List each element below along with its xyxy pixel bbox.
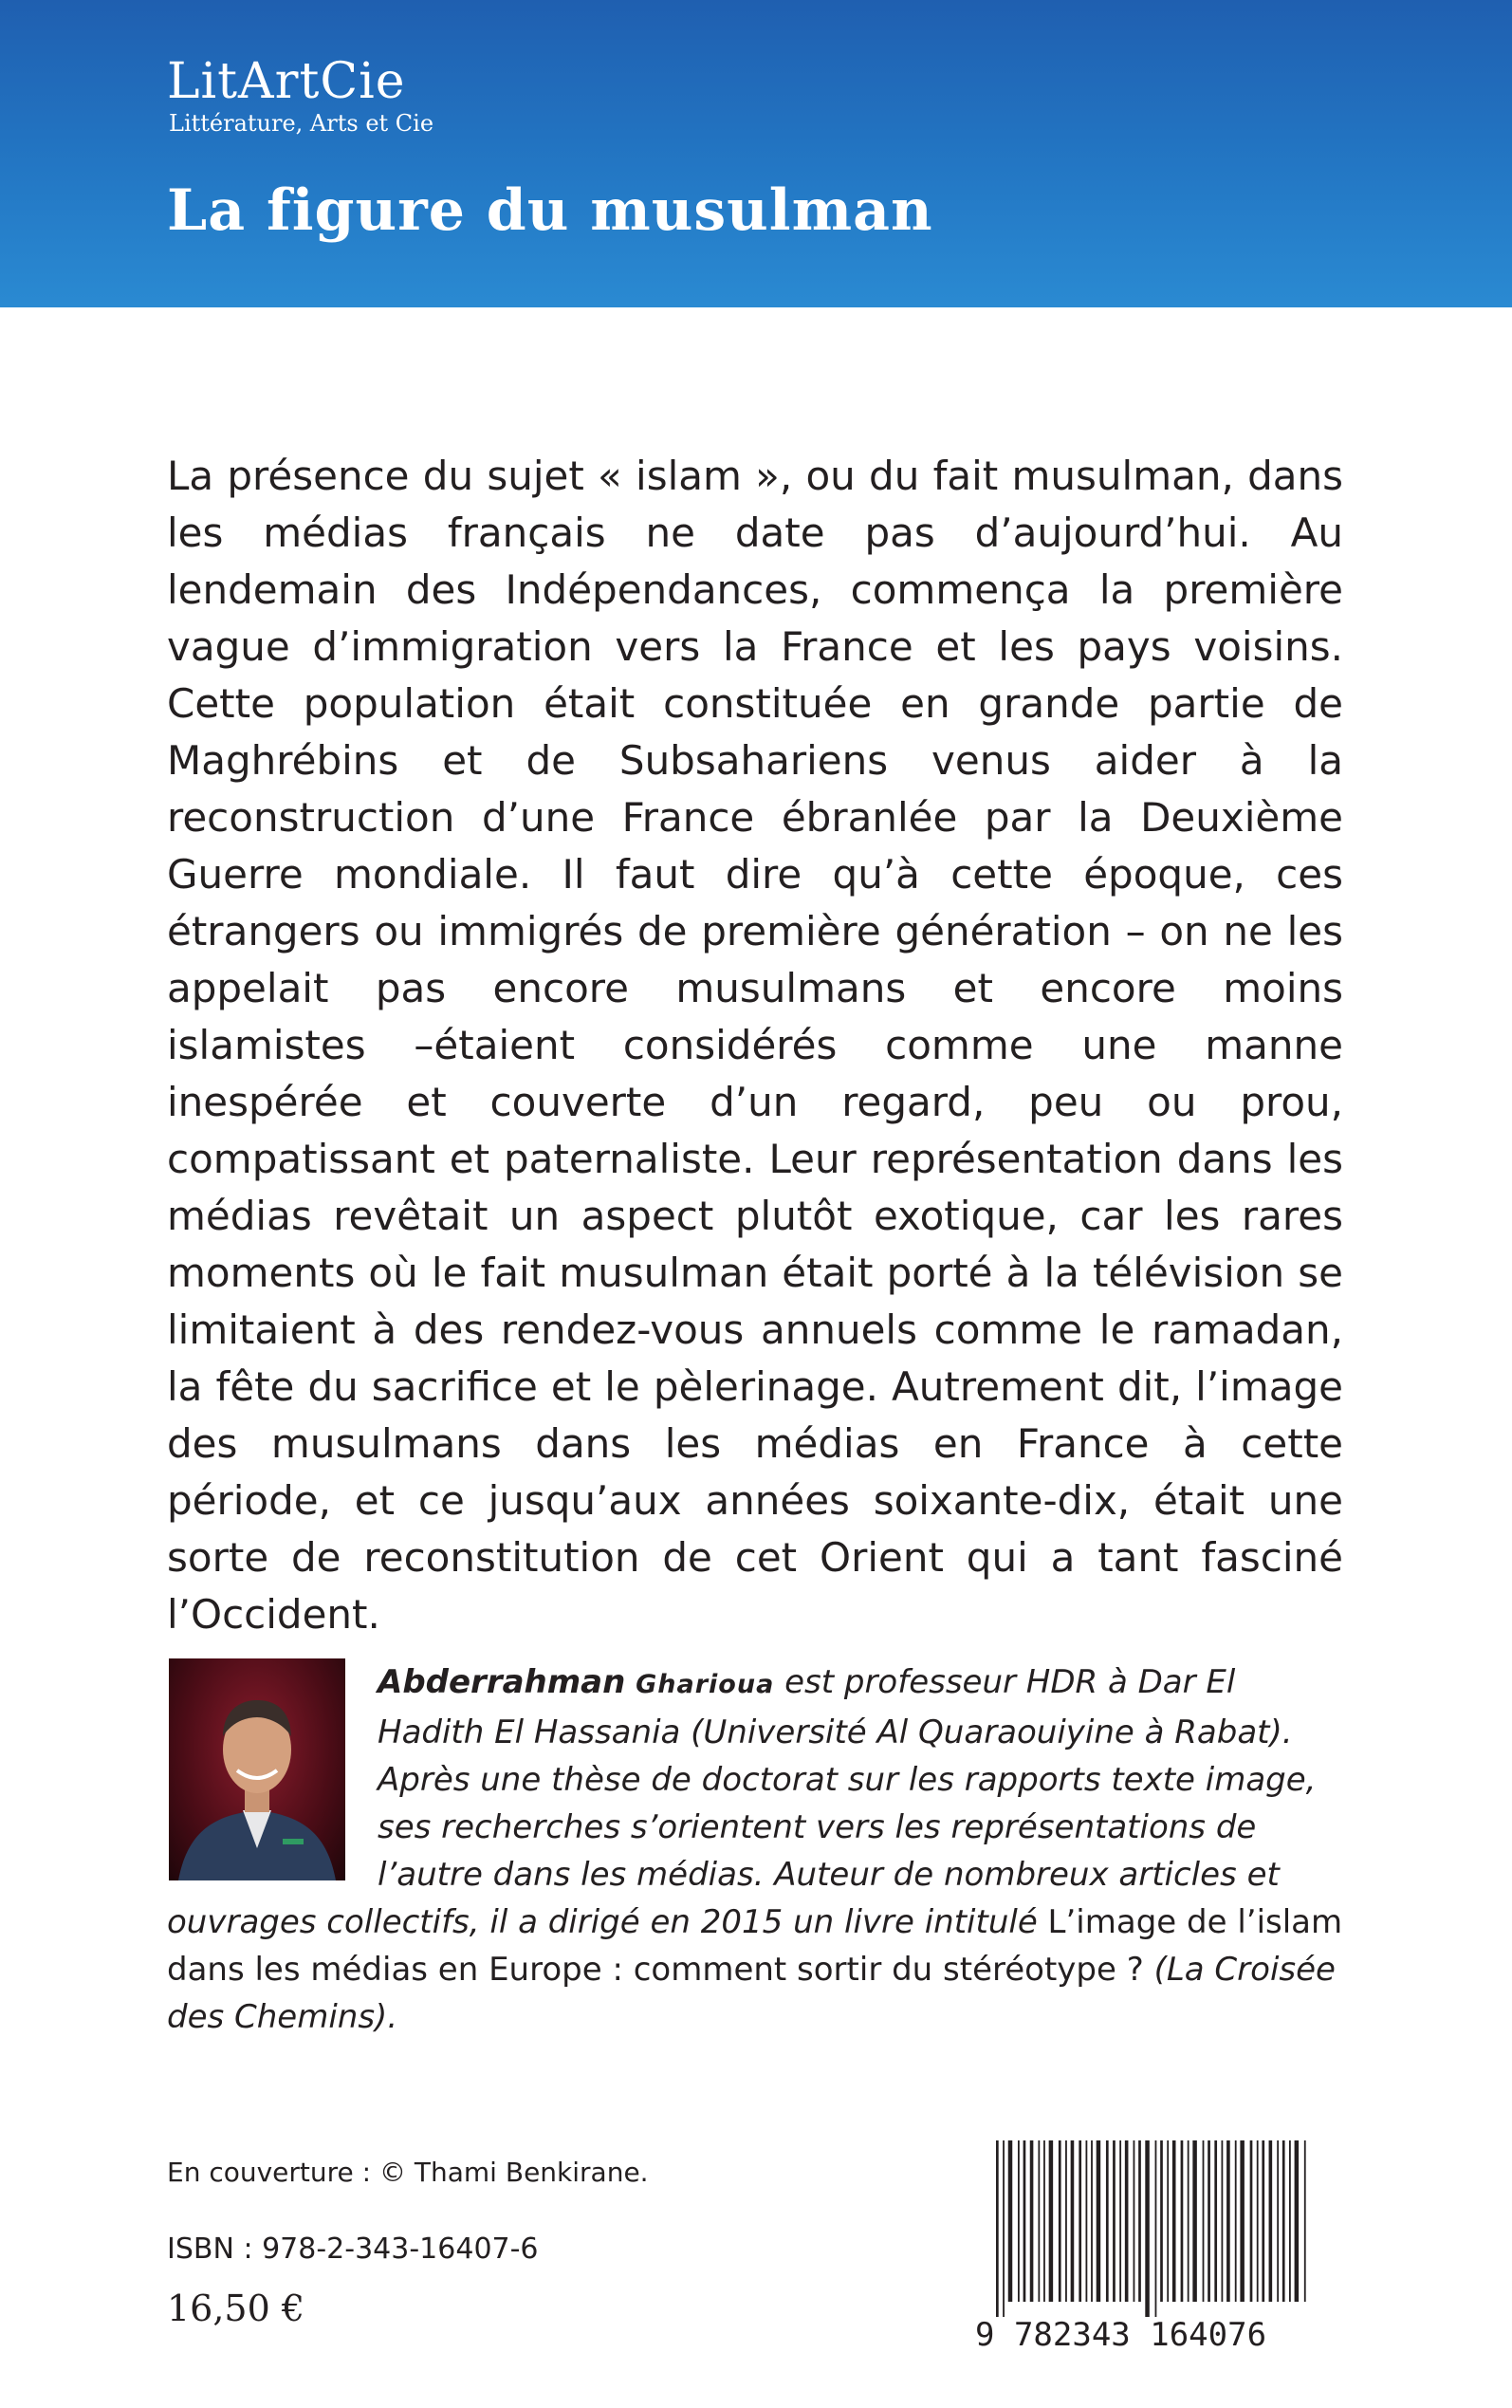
cited-book-title: L’image de l’islam dans les médias en Europe : comment sortir du stéréotype ? bbox=[167, 1903, 1343, 1989]
photo-spacer bbox=[167, 1658, 378, 1896]
isbn: ISBN : 978-2-343-16407-6 bbox=[167, 2232, 539, 2266]
barcode-digits: 9 782343 164076 bbox=[975, 2316, 1267, 2353]
author-first-name: Abderrahman bbox=[378, 1663, 626, 1701]
cover-credit: En couverture : © Thami Benkirane. bbox=[167, 2157, 649, 2188]
publisher-subtitle: Littérature, Arts et Cie bbox=[169, 110, 434, 137]
bio-part-1: est professeur HDR à Dar El Hadith El Hassania (Université Al Quaraouiyine à Rabat). Après une thèse de doctorat sur les rapports texte image, ses recherches s’orientent vers les représentations de l’autre dans les médias. Auteur de nombreux articles et ouvrages collectifs, il a dirigé en 2015 un livre intitulé bbox=[167, 1663, 1317, 1941]
header-band bbox=[0, 0, 1512, 307]
author-last-name: Gharioua bbox=[636, 1670, 775, 1699]
barcode bbox=[968, 2135, 1328, 2353]
price: 16,50 € bbox=[167, 2288, 305, 2329]
barcode-icon bbox=[968, 2135, 1328, 2353]
summary-text: La présence du sujet « islam », ou du fait musulman, dans les médias français ne date pas d’aujourd’hui. Au lendemain des Indépendances, commença la première vague d’immigration vers la France et les pays voisins. Cette population était constituée en grande partie de Maghrébins et de Subsahariens venus aider à la reconstruction d’une France ébranlée par la Deuxième Guerre mondiale. Il faut dire qu’à cette époque, ces étrangers ou immigrés de première génération – on ne les appelait pas encore musulmans et encore moins islamistes –étaient considérés comme une manne inespérée et couverte d’un regard, peu ou prou, compatissant et paternaliste. Leur représentation dans les médias revêtait un aspect plutôt exotique, car les rares moments où le fait musulman était porté à la télévision se limitaient à des rendez-vous annuels comme le ramadan, la fête du sacrifice et le pèlerinage. Autrement dit, l’image des musulmans dans les médias en France à cette période, et ce jusqu’aux années soixante-dix, était une sorte de reconstitution de cet Orient qui a tant fasciné l’Occident. bbox=[167, 453, 1343, 1638]
book-title: La figure du musulman bbox=[167, 177, 933, 244]
publisher-logo: LitArtCie bbox=[167, 53, 406, 110]
author-bio bbox=[167, 1658, 1343, 2041]
bio-part-2: (La Croisée des Chemins). bbox=[167, 1951, 1336, 2036]
